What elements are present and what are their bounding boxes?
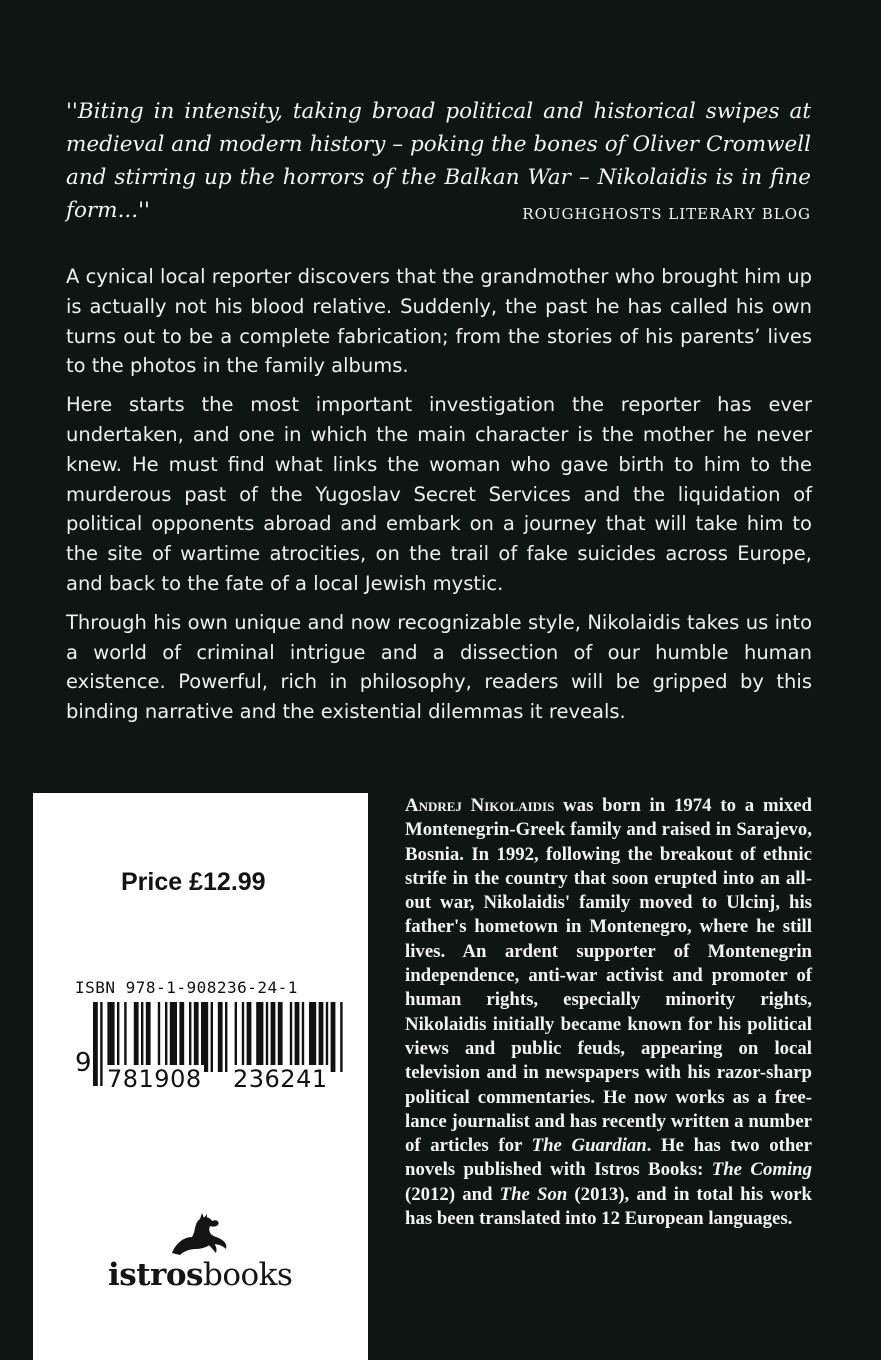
- book-blurb: [66, 262, 812, 736]
- barcode-bar: [278, 1002, 283, 1072]
- barcode-bar: [242, 1002, 244, 1072]
- seahorse-icon: [166, 1213, 232, 1259]
- publisher-wordmark: istrosbooks: [108, 1257, 293, 1293]
- barcode-bar: [194, 1002, 199, 1072]
- barcode-bar: [141, 1002, 143, 1072]
- ean-right-digits: 236241: [233, 1065, 328, 1093]
- review-quote: ''Biting in intensity, taking broad political and historical swipes at medieval and modern history – poking the bones of Oliver Cromwell and stirring up the horrors of the Balkan War – Nikolaidis is in fine form...'': [66, 99, 811, 223]
- barcode-bar: [179, 1002, 184, 1072]
- barcode-bar: [225, 1002, 227, 1072]
- isbn-label: ISBN 978-1-908236-24-1: [75, 978, 298, 997]
- barcode-bar: [117, 1002, 119, 1072]
- barcode-bar: [170, 1002, 177, 1072]
- book-title: The Coming: [711, 1159, 812, 1181]
- barcode-bar: [211, 1002, 213, 1072]
- price-label: Price £12.99: [121, 868, 266, 896]
- blurb-paragraph: Through his own unique and now recognizable style, Nikolaidis takes us into a world of criminal intrigue and a dissection of our humble human existence. Powerful, rich in philosophy, readers will be gripped by this binding narrative and the existential dilemmas it reveals.: [66, 610, 812, 724]
- barcode-bar: [302, 1002, 304, 1072]
- barcode-bar: [290, 1002, 292, 1072]
- barcode-bar: [271, 1002, 276, 1072]
- barcode-bar: [340, 1002, 342, 1072]
- barcode-bar: [124, 1002, 126, 1072]
- publisher-logo: [108, 1213, 298, 1303]
- barcode-bar: [107, 1002, 114, 1072]
- blurb-paragraph: A cynical local reporter discovers that the grandmother who brought him up is actually not his blood relative. Suddenly, the past he has called his own turns out to be a complete fabrication; from the stories of his parents’ lives to the photos in the family albums.: [66, 265, 812, 378]
- price-barcode-panel: [33, 793, 368, 1360]
- barcode-bar: [326, 1002, 328, 1072]
- blurb-paragraph: Here starts the most important investigation the reporter has ever undertaken, and one in which the main character is the mother he never knew. He must find what links the woman who gave birth to him to the murderous past of the Yugoslav Secret Services and the liquidation of political opponents abroad and embark on a journey that will take him to the site of wartime atrocities, on the trail of fake suicides across Europe, and back to the fate of a local Jewish mystic.: [66, 393, 812, 595]
- barcode-bar: [295, 1002, 300, 1072]
- ean-lead-digit: 9: [75, 1048, 92, 1078]
- barcode-bar: [235, 1002, 237, 1072]
- barcode-bar: [266, 1002, 268, 1072]
- author-name: Andrej Nikolaidis: [405, 795, 555, 816]
- book-title: The Guardian: [531, 1135, 647, 1157]
- author-bio: Andrej Nikolaidis was born in 1974 to a mixed Montenegrin-Greek family and raised in Sarajevo, Bosnia. In 1992, following the breakout of ethnic strife in the country that soon erupted into an all-out war, Nikolaidis' family moved to Ulcinj, his father's hometown in Montenegro, where he still lives. An ardent supporter of Montenegrin independence, anti-war activist and promoter of human rights, especially minority rights, Nikolaidis initially became known for his political views and public feuds, appearing on local television and in newspapers with his razor-sharp political commentaries. He now works as a free-lance journalist and has recently written a number of articles for The Guardian. He has two other novels published with Istros Books: The Coming (2012) and The Son (2013), and in total his work has been translated into 12 European languages.: [405, 795, 812, 1230]
- barcode-bar: [146, 1002, 151, 1072]
- barcode-bar: [165, 1002, 167, 1072]
- barcode: [75, 978, 355, 1104]
- barcode-bar: [309, 1002, 316, 1072]
- barcode-bar: [158, 1002, 160, 1072]
- barcode-bar: [134, 1002, 139, 1072]
- barcode-bar: [93, 1002, 98, 1086]
- ean-left-digits: 781908: [107, 1065, 202, 1093]
- review-source: ROUGHGHOSTS LITERARY BLOG: [522, 205, 811, 223]
- barcode-bar: [218, 1002, 223, 1072]
- barcode-bar: [331, 1002, 336, 1072]
- book-title: The Son: [499, 1183, 568, 1205]
- barcode-bar: [319, 1002, 324, 1072]
- barcode-bar: [201, 1002, 208, 1072]
- barcode-bar: [100, 1002, 102, 1086]
- barcode-bar: [189, 1002, 191, 1072]
